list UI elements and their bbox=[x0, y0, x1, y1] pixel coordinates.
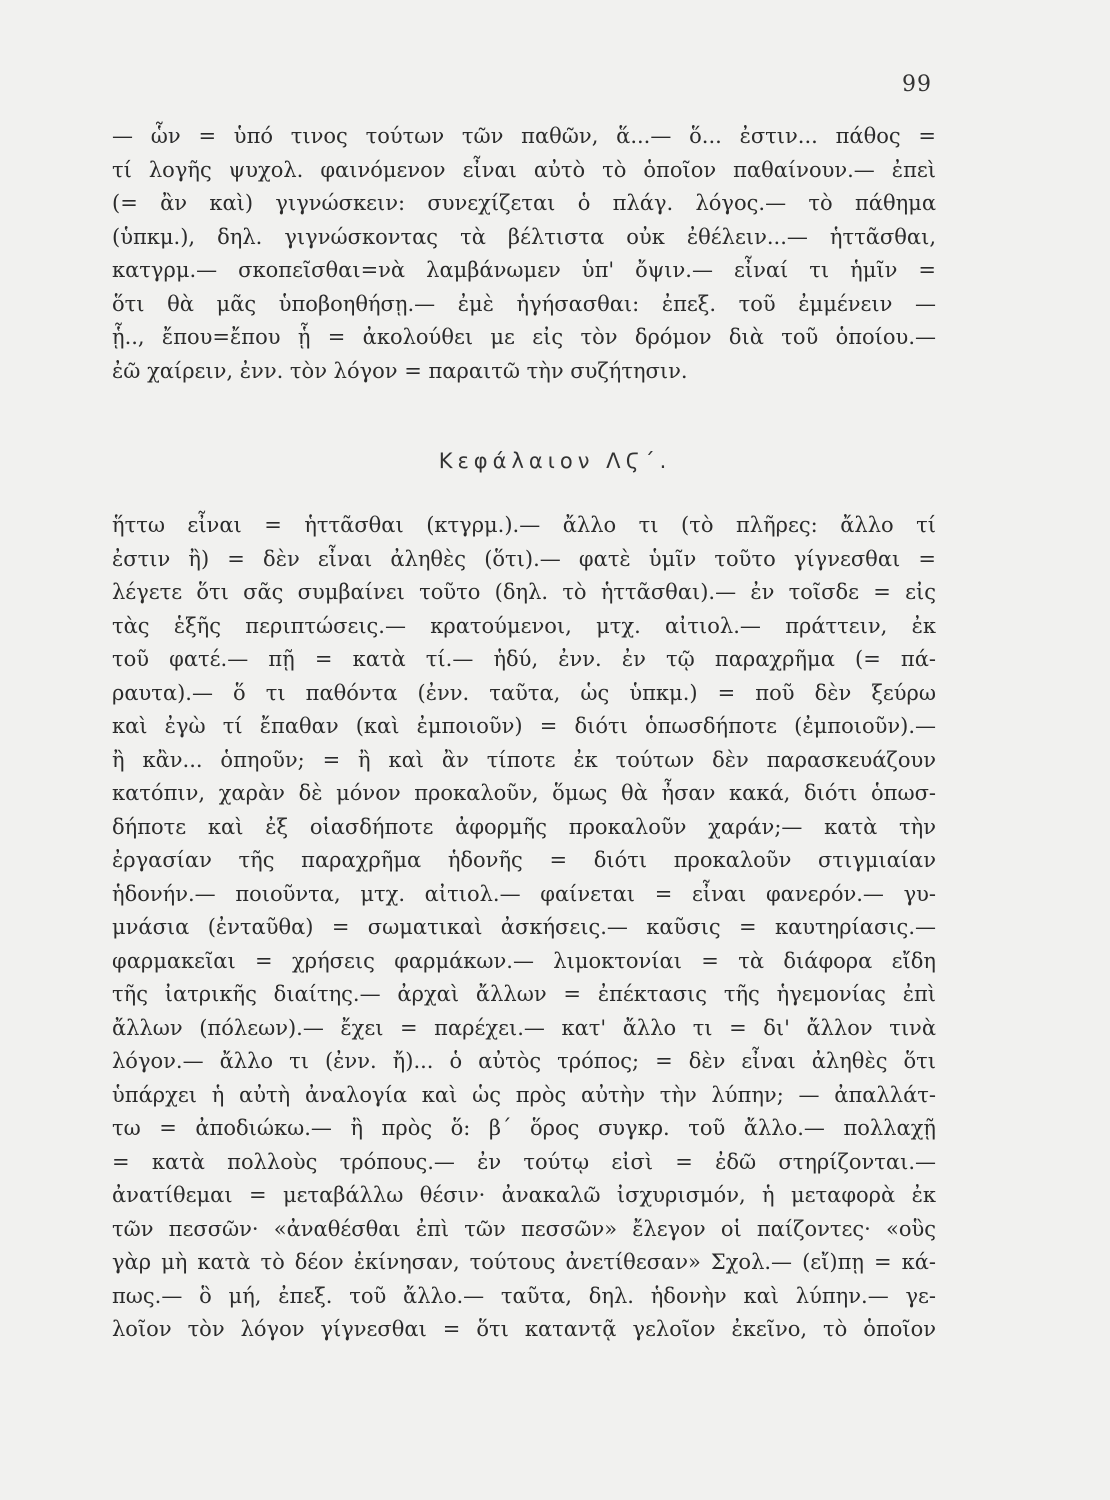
text-line: ἄλλων (πόλεων).— ἔχει = παρέχει.— κατ' ἄλλο τι = δι' ἄλλον τινὰ bbox=[112, 1015, 936, 1040]
text-line: τοῦ φατέ.— πῇ = κατὰ τί.— ἡδύ, ἐνν. ἐν τῷ παραχρῆμα (= πά- bbox=[112, 647, 936, 671]
text-line: δήποτε καὶ ἐξ οἱασδήποτε ἀφορμῆς προκαλοῦν χαράν;— κατὰ τὴν bbox=[112, 814, 936, 839]
page-number: 99 bbox=[902, 72, 932, 97]
text-line: μνάσια (ἐνταῦθα) = σωματικαὶ ἀσκήσεις.— καῦσις = καυτηρίασις.— bbox=[112, 915, 936, 939]
text-line: λοῖον τὸν λόγον γίγνεσθαι = ὅτι καταντᾷ γελοῖον ἐκεῖνο, τὸ ὁποῖον bbox=[112, 1317, 936, 1341]
text-line: ἢ κἂν... ὁπηοῦν; = ἢ καὶ ἂν τίποτε ἐκ τούτων δὲν παρασκευάζουν bbox=[112, 747, 936, 772]
text-line: πως.— ὃ μή, ἐπεξ. τοῦ ἄλλο.— ταῦτα, δηλ. ἡδονὴν καὶ λύπην.— γε- bbox=[112, 1283, 936, 1308]
text-line: καὶ ἐγὼ τί ἔπαθαν (καὶ ἐμποιοῦν) = διότι ὁπωσδήποτε (ἐμποιοῦν).— bbox=[112, 714, 936, 738]
text-line: κατγρμ.— σκοπεῖσθαι=νὰ λαμβάνωμεν ὑπ' ὄψιν.— εἶναί τι ἡμῖν = bbox=[112, 258, 936, 282]
text-line: ἐῶ χαίρειν, ἐνν. τὸν λόγον = παραιτῶ τὴν συζήτησιν. bbox=[112, 358, 688, 383]
text-line: γὰρ μὴ κατὰ τὸ δέον ἐκίνησαν, τούτους ἀνετίθεσαν» Σχολ.— (εἴ)πῃ = κά- bbox=[112, 1250, 936, 1274]
text-line: ἡδονήν.— ποιοῦντα, μτχ. αἰτιολ.— φαίνεται = εἶναι φανερόν.— γυ- bbox=[112, 881, 936, 906]
text-line: τῶν πεσσῶν· «ἀναθέσθαι ἐπὶ τῶν πεσσῶν» ἔλεγον οἱ παίζοντες· «οὓς bbox=[112, 1216, 936, 1241]
text-line: — ὧν = ὑπό τινος τούτων τῶν παθῶν, ἅ...— ὅ... ἐστιν... πάθος = bbox=[112, 124, 936, 148]
text-line: = κατὰ πολλοὺς τρόπους.— ἐν τούτῳ εἰσὶ = ἐδῶ στηρίζονται.— bbox=[112, 1149, 936, 1174]
text-line: τί λογῆς ψυχολ. φαινόμενον εἶναι αὐτὸ τὸ ὁποῖον παθαίνουν.— ἐπεὶ bbox=[112, 157, 936, 182]
text-line: τῆς ἰατρικῆς διαίτης.— ἀρχαὶ ἄλλων = ἐπέκτασις τῆς ἡγεμονίας ἐπὶ bbox=[112, 982, 936, 1006]
commentary-paragraph-1 bbox=[112, 120, 936, 388]
text-line: ραυτα).— ὅ τι παθόντα (ἐνν. ταῦτα, ὡς ὑπκμ.) = ποῦ δὲν ξεύρω bbox=[112, 680, 936, 705]
text-line: ᾗ.., ἔπου=ἔπου ᾗ = ἀκολούθει με εἰς τὸν δρόμον διὰ τοῦ ὁποίου.— bbox=[112, 325, 936, 349]
text-line: ὅτι θὰ μᾶς ὑποβοηθήσῃ.— ἐμὲ ἡγήσασθαι: ἐπεξ. τοῦ ἐμμένειν — bbox=[112, 291, 936, 316]
text-line: (ὑπκμ.), δηλ. γιγνώσκοντας τὰ βέλτιστα οὐκ ἐθέλειν...— ἡττᾶσθαι, bbox=[112, 224, 936, 249]
text-line: ὑπάρχει ἡ αὐτὴ ἀναλογία καὶ ὡς πρὸς αὐτὴν τὴν λύπην; — ἀπαλλάτ- bbox=[112, 1082, 936, 1107]
text-line: λέγετε ὅτι σᾶς συμβαίνει τοῦτο (δηλ. τὸ ἡττᾶσθαι).— ἐν τοῖσδε = εἰς bbox=[112, 580, 936, 604]
text-line: ἐστιν ἢ) = δὲν εἶναι ἀληθὲς (ὅτι).— φατὲ ὑμῖν τοῦτο γίγνεσθαι = bbox=[112, 546, 936, 571]
text-line: κατόπιν, χαρὰν δὲ μόνον προκαλοῦν, ὅμως θὰ ἦσαν κακά, διότι ὁπωσ- bbox=[112, 781, 936, 805]
text-line: (= ἂν καὶ) γιγνώσκειν: συνεχίζεται ὁ πλάγ. λόγος.— τὸ πάθημα bbox=[112, 191, 936, 215]
text-line: τὰς ἑξῆς περιπτώσεις.— κρατούμενοι, μτχ. αἰτιολ.— πράττειν, ἐκ bbox=[112, 613, 936, 638]
commentary-paragraph-2 bbox=[112, 509, 936, 1347]
chapter-heading: Κεφάλαιον ΛϚ΄. bbox=[438, 449, 672, 473]
text-line: τω = ἀποδιώκω.— ἢ πρὸς ὅ: β΄ ὅρος συγκρ. τοῦ ἄλλο.— πολλαχῇ bbox=[112, 1116, 936, 1140]
text-line: ἐργασίαν τῆς παραχρῆμα ἡδονῆς = διότι προκαλοῦν στιγμιαίαν bbox=[112, 848, 936, 872]
text-line: φαρμακεῖαι = χρήσεις φαρμάκων.— λιμοκτονίαι = τὰ διάφορα εἴδη bbox=[112, 948, 936, 973]
text-line: λόγον.— ἄλλο τι (ἐνν. ἤ)... ὁ αὐτὸς τρόπος; = δὲν εἶναι ἀληθὲς ὅτι bbox=[112, 1049, 936, 1073]
text-line: ἀνατίθεμαι = μεταβάλλω θέσιν· ἀνακαλῶ ἰσχυρισμόν, ἡ μεταφορὰ ἐκ bbox=[112, 1183, 936, 1207]
text-line: ἥττω εἶναι = ἡττᾶσθαι (κτγρμ.).— ἄλλο τι (τὸ πλῆρες: ἄλλο τί bbox=[112, 513, 936, 537]
